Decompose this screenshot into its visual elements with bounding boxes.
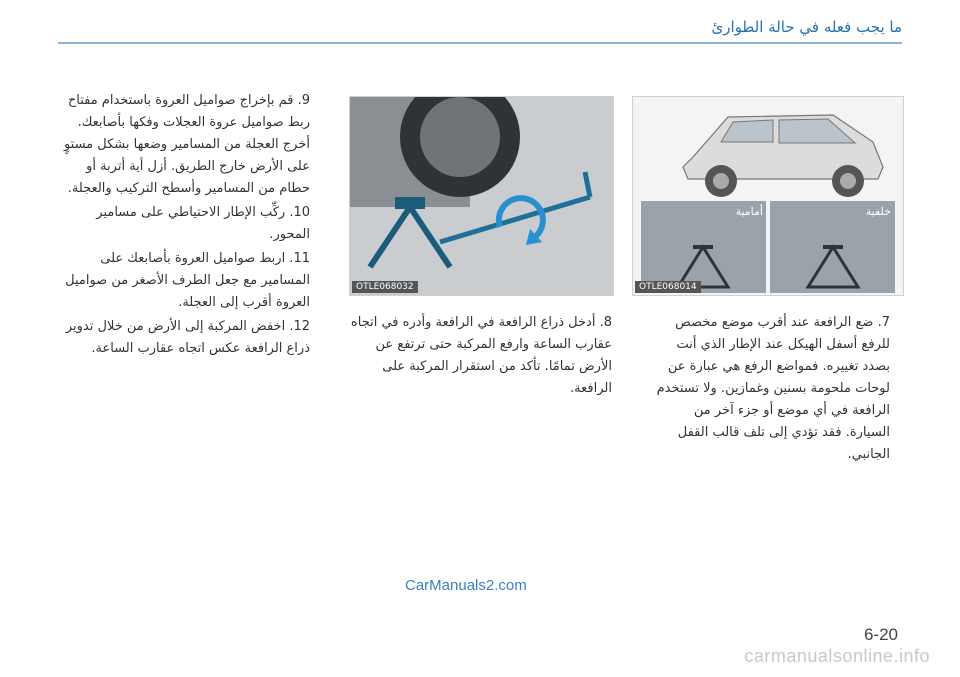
- watermark-link[interactable]: CarManuals2.com: [405, 577, 527, 594]
- figure-code: OTLE068032: [352, 281, 418, 293]
- car-jack-points-figure: [632, 96, 904, 296]
- section-title: ما يجب فعله في حالة الطوارئ: [711, 18, 902, 36]
- page-number: 6-20: [863, 625, 898, 644]
- step-8-column: [347, 312, 612, 402]
- step-12: 12. اخفض المركبة إلى الأرض من خلال تدوير ذراع الرافعة عكس اتجاه عقارب الساعة.: [65, 319, 310, 356]
- step-7: 7. ضع الرافعة عند أقرب موضع مخصص للرفع أسفل الهيكل عند الإطار الذي أنت بصدد تغييره. فمواضع الرفع هي عبارة عن لوحات ملحومة بسنين وغمازين. ولا تستخدم الرافعة في أي موضع أو جزء آخر من السيارة. فقد تؤدي إلى تلف قالب القفل الجانبي.: [656, 315, 890, 462]
- steps-9-12-column: [55, 90, 310, 362]
- step-7-column: [650, 312, 890, 468]
- suv-illustration: [633, 97, 903, 295]
- jack-handle-figure: [349, 96, 614, 296]
- step-10: 10. ركِّب الإطار الاحتياطي على مسامير المحور.: [96, 205, 310, 242]
- step-9: 9. قم بإخراج صواميل العروة باستخدام مفتاح ربط صواميل عروة العجلات وفكها بأصابعك. أخرج العجلة من المسامير وضعها بشكل مستوٍ على الأرض خارج الطريق. أزل أية أتربة أو حطام من المسامير وأسطح التركيب والعجلة.: [63, 93, 310, 196]
- rear-label: خلفية: [865, 205, 891, 218]
- figure-code: OTLE068014: [635, 281, 701, 293]
- site-watermark: carmanualsonline.info: [744, 646, 930, 666]
- jack-rotation-illustration: [350, 97, 613, 295]
- step-8: 8. أدخل ذراع الرافعة في الرافعة وأدره في اتجاه عقارب الساعة وارفع المركبة حتى ترتفع عن الأرض تمامًا. تأكد من استقرار المركبة على الرافعة.: [350, 315, 612, 396]
- header-divider: [58, 42, 902, 44]
- front-label: أمامية: [735, 205, 763, 218]
- step-11: 11. اربط صواميل العروة بأصابعك على المسامير مع جعل الطرف الأصغر من صواميل العروة أقرب إلى العجلة.: [65, 251, 310, 310]
